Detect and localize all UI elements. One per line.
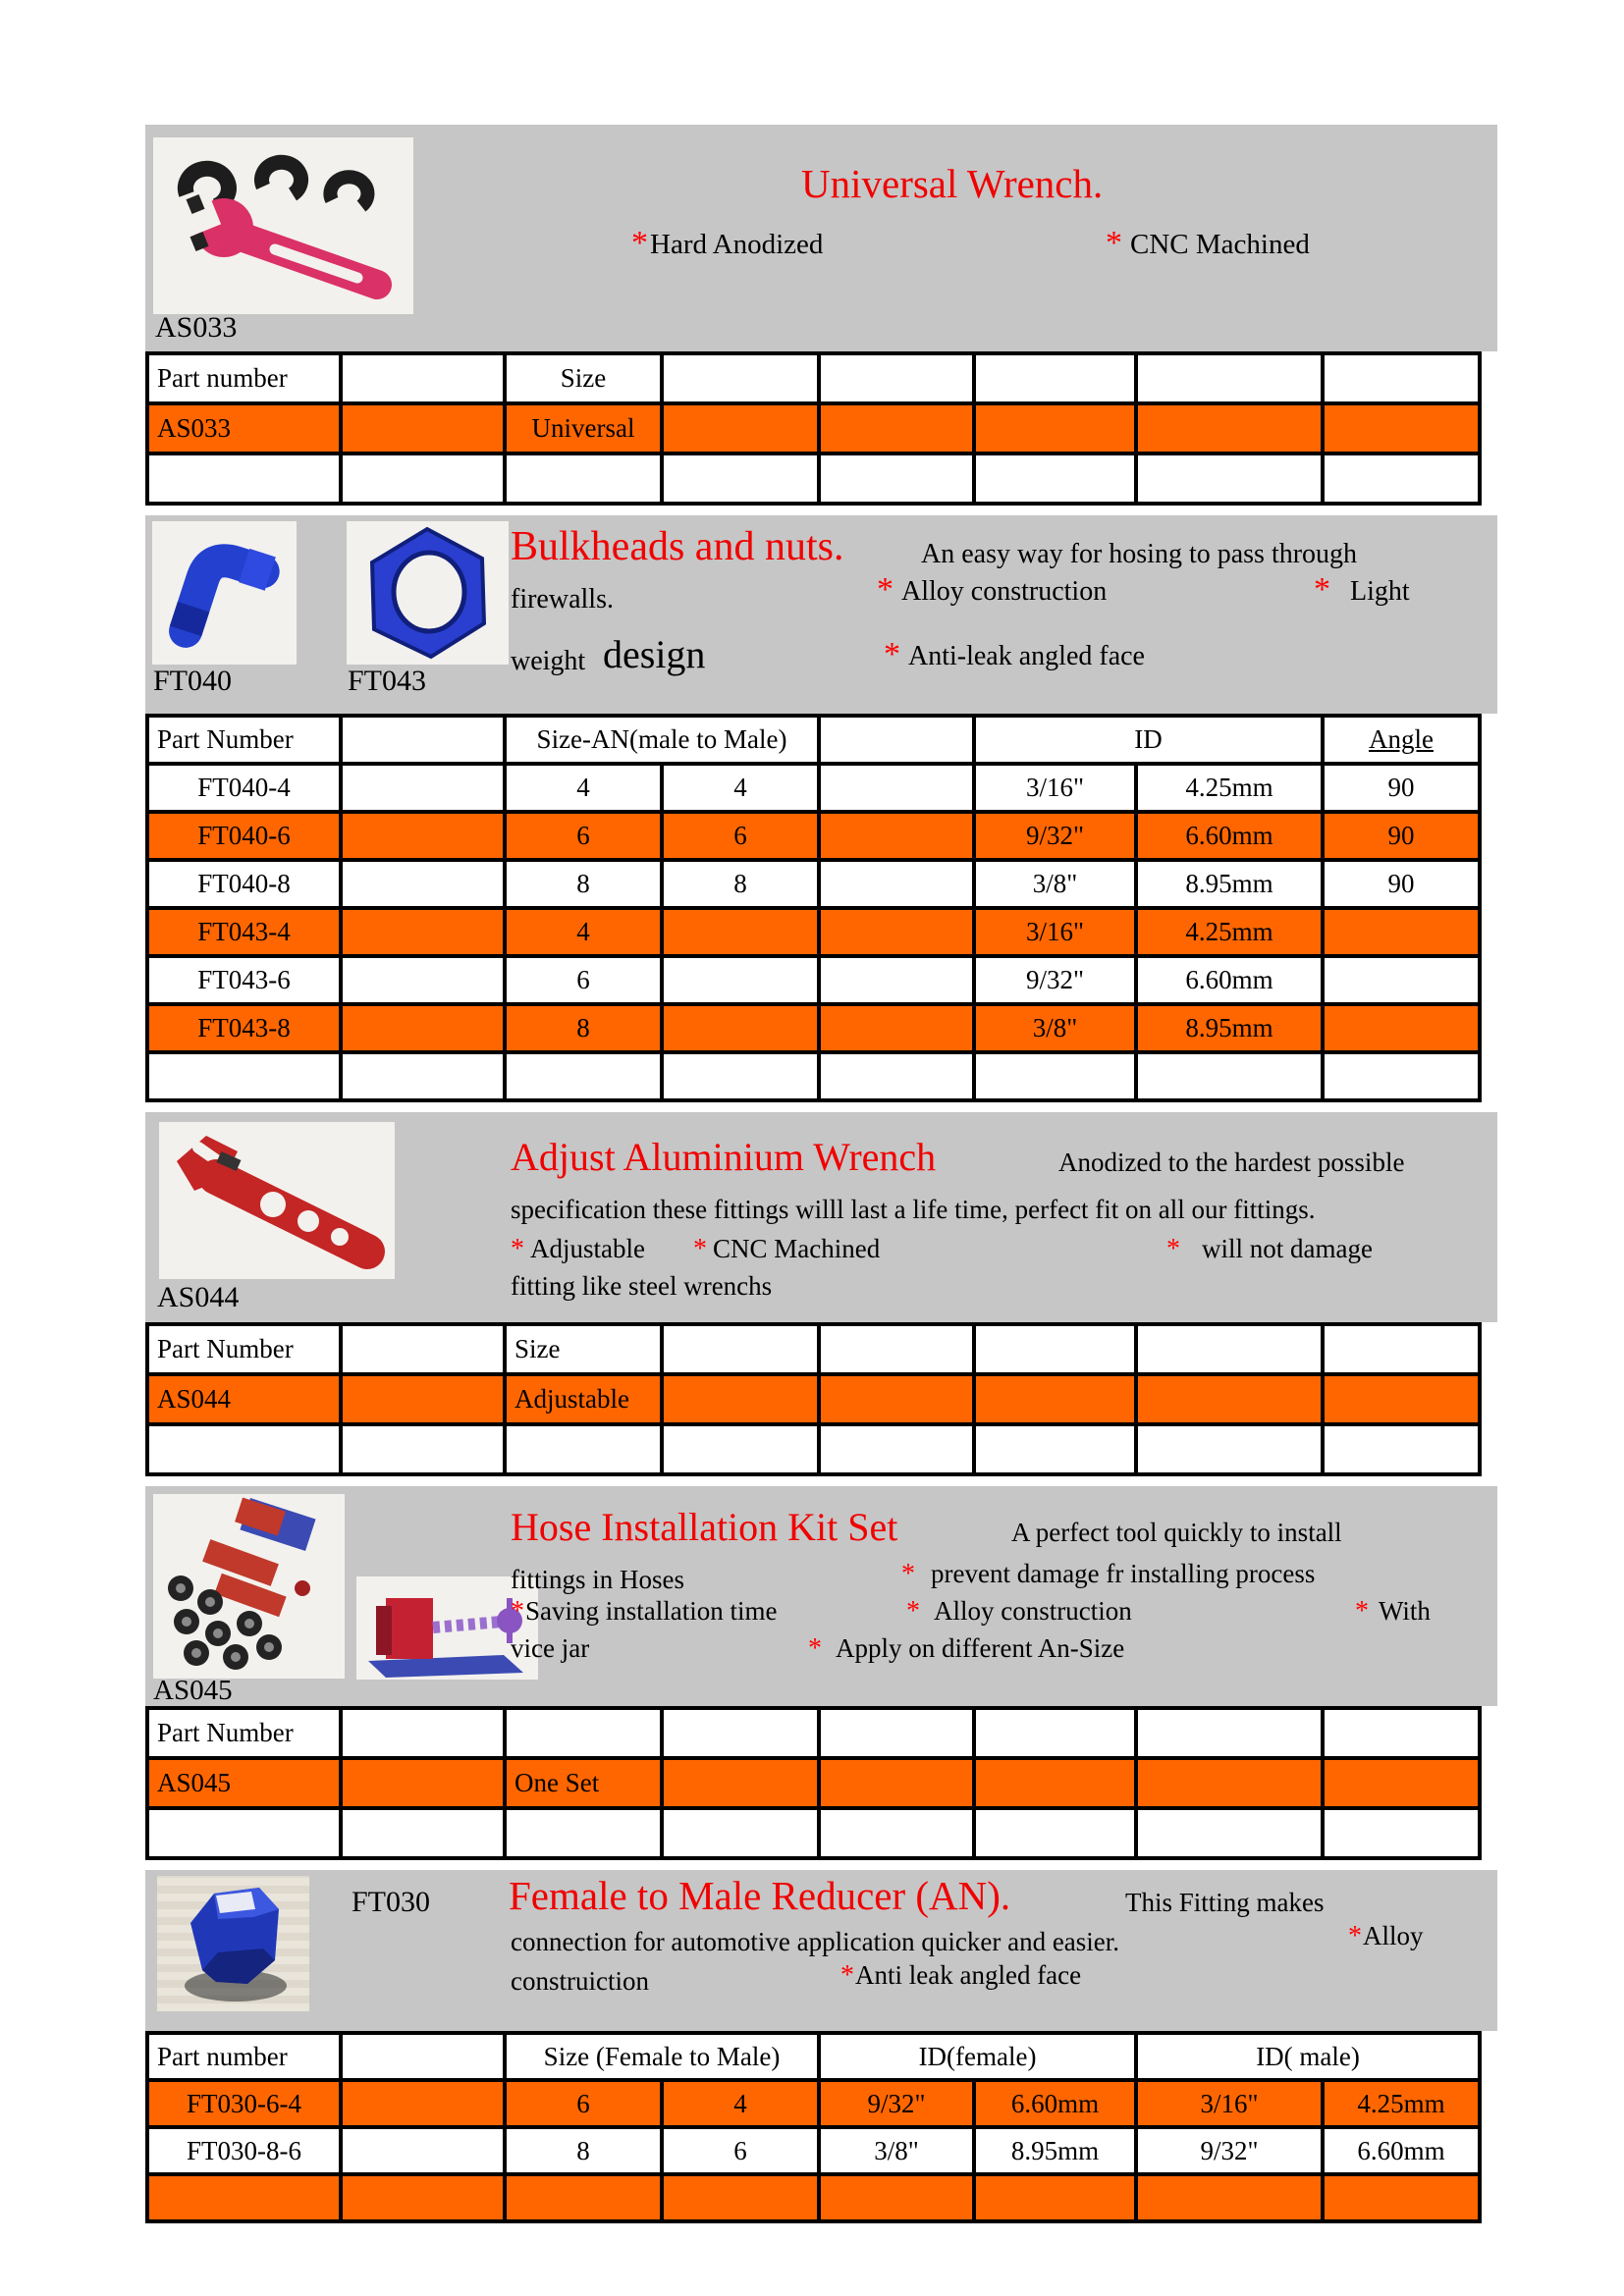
empty-cell [505,1424,662,1474]
empty-cell [341,2174,505,2221]
blank-row [147,2174,1480,2221]
empty-cell [819,812,974,860]
empty-cell [974,1052,1136,1100]
empty-cell [1323,1324,1480,1374]
empty-cell [819,1004,974,1052]
part-number-header: Part number [147,353,341,403]
as045-photo-label: AS045 [153,1675,233,1706]
id-header: ID [974,716,1323,764]
part-number-cell: AS044 [147,1374,341,1424]
size-cell [662,1004,819,1052]
universal-wrench-image [153,137,413,314]
table-header-row [147,2033,1480,2080]
empty-cell [1136,1374,1323,1424]
empty-cell [819,1758,974,1808]
feature-alloy-construction: Alloy construction [901,576,1108,607]
bullet-star-icon: * [840,1960,854,1991]
table-header-row [147,1324,1480,1374]
empty-cell [662,1374,819,1424]
feature-apply-an-size: Apply on different An-Size [836,1633,1125,1663]
empty-cell [819,764,974,812]
empty-cell [147,1808,341,1858]
feature-with-vice: With [1379,1596,1431,1626]
empty-cell [341,353,505,403]
empty-cell [1323,403,1480,454]
description-line1: A perfect tool quickly to install [1011,1518,1342,1547]
id-male-mm-cell: 6.60mm [1323,2127,1480,2174]
bullet-star-icon: * [877,571,893,608]
section-title: Hose Installation Kit Set [511,1505,898,1549]
blank-row [147,1424,1480,1474]
empty-cell [341,1758,505,1808]
part-number-cell: FT043-8 [147,1004,341,1052]
empty-cell [341,454,505,504]
empty-cell [1136,353,1323,403]
empty-cell [1323,454,1480,504]
table-row-as045 [147,1758,1480,1808]
blank-row [147,454,1480,504]
empty-cell [819,956,974,1004]
ft043-product-photo [347,521,509,665]
empty-cell [662,403,819,454]
empty-cell [147,454,341,504]
empty-cell [662,1808,819,1858]
section-hose-kit [145,1486,1497,1706]
size-cell: 4 [505,908,662,956]
id-mm-cell: 4.25mm [1136,908,1323,956]
empty-cell [974,1758,1136,1808]
empty-cell [819,1324,974,1374]
empty-cell [1323,353,1480,403]
adjust-wrench-image [159,1122,395,1279]
description-line2: fittings in Hoses [511,1565,685,1594]
feature-alloy: Alloy [1363,1921,1424,1950]
empty-cell [819,1374,974,1424]
id-mm-cell: 6.60mm [1136,956,1323,1004]
section-title: Bulkheads and nuts. [511,524,844,569]
empty-cell [974,1708,1136,1758]
empty-cell [147,1052,341,1100]
section-title: Universal Wrench. [801,161,1104,206]
size-cell: 6 [505,956,662,1004]
empty-cell [819,403,974,454]
empty-cell [819,454,974,504]
as045-kit-photo [153,1494,345,1679]
id-male-inch-cell: 9/32" [1136,2127,1323,2174]
angle-cell: 90 [1323,812,1480,860]
feature-anti-leak: Anti-leak angled face [908,641,1145,671]
table-row-ft030-6-4 [147,2080,1480,2127]
empty-cell [819,716,974,764]
feature-light: Light [1350,576,1410,607]
ft040-photo-label: FT040 [153,665,233,697]
description-line3: vice jar [511,1633,590,1663]
bullet-star-icon: * [1106,225,1122,261]
bullet-star-icon: * [1355,1596,1369,1627]
id-mm-cell: 8.95mm [1136,1004,1323,1052]
feature-alloy-construction: Alloy construction [934,1596,1132,1626]
size-cell: 8 [505,2127,662,2174]
blank-row [147,1052,1480,1100]
id-inch-cell: 3/8" [974,860,1136,908]
empty-cell [974,2174,1136,2221]
empty-cell [1323,2174,1480,2221]
section-universal-wrench [145,125,1497,351]
empty-cell [819,2174,974,2221]
empty-cell [974,353,1136,403]
angle-cell: 90 [1323,764,1480,812]
bullet-star-icon: * [1166,1234,1180,1264]
empty-cell [341,403,505,454]
angle-cell [1323,908,1480,956]
empty-cell [819,1708,974,1758]
angle-header: Angle [1323,716,1480,764]
empty-cell [341,1374,505,1424]
empty-cell [341,1004,505,1052]
description-line2: specification these fittings willl last a life time, perfect fit on all our fittings. [511,1195,1316,1224]
empty-cell [819,1424,974,1474]
part-number-cell: AS033 [147,403,341,454]
empty-cell [819,908,974,956]
id-inch-cell: 3/16" [974,764,1136,812]
id-female-mm-cell: 8.95mm [974,2127,1136,2174]
empty-cell [662,1424,819,1474]
part-number-header: Part Number [147,716,341,764]
size-cell: 8 [505,860,662,908]
empty-cell [1136,403,1323,454]
size-header: Size [505,1324,662,1374]
id-mm-cell: 4.25mm [1136,764,1323,812]
empty-cell [341,716,505,764]
size-cell: 6 [505,2080,662,2127]
empty-cell [974,454,1136,504]
part-number-cell: FT030-8-6 [147,2127,341,2174]
empty-cell [341,764,505,812]
table-header-row [147,716,1480,764]
section-title: Female to Male Reducer (AN). [509,1873,1011,1918]
bullet-star-icon: * [693,1234,707,1264]
section-bulkheads-nuts [145,515,1497,714]
empty-cell [341,2127,505,2174]
weight-word: weight [511,646,586,676]
empty-cell [1323,1758,1480,1808]
size-cell: 8 [662,860,819,908]
feature-cnc-machined: CNC Machined [1130,229,1310,260]
as044-table [145,1322,1482,1476]
description-line3: fitting like steel wrenchs [511,1271,773,1301]
as045-table [145,1706,1482,1860]
id-inch-cell: 3/16" [974,908,1136,956]
empty-cell [341,860,505,908]
size-cell: 6 [662,812,819,860]
empty-cell [341,1324,505,1374]
description-line3: construiction [511,1966,649,1996]
empty-cell [662,1758,819,1808]
as044-product-photo [159,1122,395,1279]
empty-cell [662,1324,819,1374]
table-row-ft043-8 [147,1004,1480,1052]
id-male-mm-cell: 4.25mm [1323,2080,1480,2127]
part-number-cell: FT040-6 [147,812,341,860]
description-line1: An easy way for hosing to pass through [921,539,1358,569]
size-cell: Adjustable [505,1374,662,1424]
empty-cell [505,1052,662,1100]
empty-cell [341,812,505,860]
feature-will-not-damage: will not damage [1202,1234,1373,1263]
empty-cell [1136,1758,1323,1808]
empty-cell [819,1052,974,1100]
ft043-photo-label: FT043 [348,665,427,697]
feature-prevent-damage: prevent damage fr installing process [931,1559,1316,1588]
bullet-star-icon: * [906,1596,920,1627]
size-cell [662,908,819,956]
empty-cell [1136,1708,1323,1758]
angle-cell: 90 [1323,860,1480,908]
id-female-header: ID(female) [819,2033,1136,2080]
size-cell: 4 [662,2080,819,2127]
ft030-product-photo [157,1876,309,2011]
empty-cell [341,1052,505,1100]
empty-cell [819,860,974,908]
empty-cell [341,1808,505,1858]
empty-cell [1323,1052,1480,1100]
part-number-cell: FT040-8 [147,860,341,908]
table-row-ft040-8 [147,860,1480,908]
empty-cell [662,2174,819,2221]
part-number-cell: FT040-4 [147,764,341,812]
size-cell: 8 [505,1004,662,1052]
empty-cell [341,956,505,1004]
id-female-inch-cell: 3/8" [819,2127,974,2174]
empty-cell [974,1324,1136,1374]
ft040-ft043-table [145,714,1482,1102]
empty-cell [341,1708,505,1758]
empty-cell [505,454,662,504]
empty-cell [341,908,505,956]
bullet-star-icon: * [884,636,900,672]
bullet-star-icon: * [631,225,648,261]
feature-cnc-machined: CNC Machined [713,1234,881,1263]
id-inch-cell: 3/8" [974,1004,1136,1052]
size-cell: One Set [505,1758,662,1808]
part-number-cell: FT043-4 [147,908,341,956]
bulkhead-fitting-image [152,521,297,665]
id-female-mm-cell: 6.60mm [974,2080,1136,2127]
empty-cell [662,1708,819,1758]
empty-cell [505,1808,662,1858]
feature-anti-leak: Anti leak angled face [855,1960,1082,1990]
part-number-header: Part Number [147,1324,341,1374]
size-header: Size (Female to Male) [505,2033,819,2080]
id-mm-cell: 8.95mm [1136,860,1323,908]
table-row-ft040-4 [147,764,1480,812]
size-cell: 6 [662,2127,819,2174]
empty-cell [1136,454,1323,504]
empty-cell [147,2174,341,2221]
empty-cell [1136,1808,1323,1858]
empty-cell [1323,1374,1480,1424]
bullet-star-icon: * [511,1234,524,1264]
part-number-header: Part Number [147,1708,341,1758]
empty-cell [974,403,1136,454]
hose-kit-image [153,1494,345,1679]
size-cell: Universal [505,403,662,454]
description-line1: Anodized to the hardest possible [1058,1148,1405,1177]
id-female-inch-cell: 9/32" [819,2080,974,2127]
size-cell: 4 [505,764,662,812]
id-inch-cell: 9/32" [974,812,1136,860]
reducer-fitting-image [157,1876,309,2011]
empty-cell [505,2174,662,2221]
empty-cell [1136,1424,1323,1474]
empty-cell [341,2080,505,2127]
ft030-photo-label: FT030 [352,1886,431,1918]
part-number-cell: FT030-6-4 [147,2080,341,2127]
id-male-inch-cell: 3/16" [1136,2080,1323,2127]
empty-cell [1323,1708,1480,1758]
empty-cell [662,1052,819,1100]
empty-cell [1136,1052,1323,1100]
bullet-star-icon: * [511,1596,524,1627]
ft030-table [145,2031,1482,2223]
feature-hard-anodized: Hard Anodized [650,229,824,260]
empty-cell [1323,1808,1480,1858]
empty-cell [505,1708,662,1758]
bullet-star-icon: * [808,1633,822,1664]
size-cell: 4 [662,764,819,812]
table-row-as033 [147,403,1480,454]
empty-cell [974,1374,1136,1424]
id-male-header: ID( male) [1136,2033,1480,2080]
id-inch-cell: 9/32" [974,956,1136,1004]
description-line2: firewalls. [511,584,614,614]
section-title: Adjust Aluminium Wrench [511,1135,937,1179]
empty-cell [819,1808,974,1858]
empty-cell [341,1424,505,1474]
empty-cell [819,353,974,403]
as033-photo-label: AS033 [155,311,238,344]
empty-cell [974,1808,1136,1858]
size-an-header: Size-AN(male to Male) [505,716,819,764]
section-reducer [145,1870,1497,2031]
empty-cell [974,1424,1136,1474]
angle-cell [1323,1004,1480,1052]
table-row-ft030-8-6 [147,2127,1480,2174]
bullet-star-icon: * [901,1559,915,1589]
table-row-ft043-4 [147,908,1480,956]
table-row-as044 [147,1374,1480,1424]
empty-cell [1136,1324,1323,1374]
table-header-row [147,1708,1480,1758]
design-word: design [603,632,706,676]
size-header: Size [505,353,662,403]
empty-cell [662,454,819,504]
catalog-content [145,125,1497,2223]
blank-row [147,1808,1480,1858]
id-mm-cell: 6.60mm [1136,812,1323,860]
empty-cell [1323,1424,1480,1474]
feature-saving-time: Saving installation time [525,1596,778,1626]
part-number-cell: AS045 [147,1758,341,1808]
bullet-star-icon: * [1348,1921,1362,1951]
feature-adjustable: Adjustable [530,1234,645,1263]
bullet-star-icon: * [1314,571,1330,608]
empty-cell [662,353,819,403]
size-cell [662,956,819,1004]
section-adjust-wrench [145,1112,1497,1322]
table-row-ft040-6 [147,812,1480,860]
description-line1: This Fitting makes [1125,1888,1325,1917]
part-number-header: Part number [147,2033,341,2080]
ft040-product-photo [152,521,297,665]
table-header-row [147,353,1480,403]
as033-product-photo [153,137,413,314]
part-number-cell: FT043-6 [147,956,341,1004]
as044-photo-label: AS044 [157,1281,240,1313]
table-row-ft043-6 [147,956,1480,1004]
size-cell: 6 [505,812,662,860]
bulkhead-nut-image [347,521,509,665]
description-line2: connection for automotive application quicker and easier. [511,1927,1120,1956]
as033-table [145,351,1482,506]
empty-cell [147,1424,341,1474]
angle-cell [1323,956,1480,1004]
empty-cell [341,2033,505,2080]
empty-cell [1136,2174,1323,2221]
